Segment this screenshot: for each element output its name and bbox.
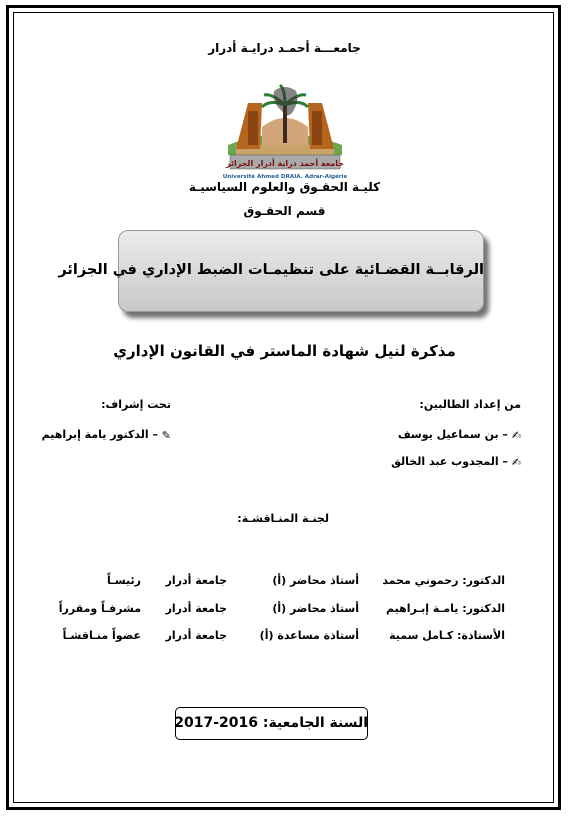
student-1-name: – بن سماعيل يوسف <box>397 428 508 441</box>
student-2-name: – المجدوب عبد الخالق <box>391 455 508 468</box>
student-1 <box>398 428 521 442</box>
supervisor <box>42 428 171 442</box>
university-logo <box>222 83 348 181</box>
department-name: قسم الحقـوق <box>243 204 326 218</box>
logo-latin-text: Université Ahmed DRAIA. Adrar-Algérie <box>222 174 348 180</box>
committee-member-1-name: الدكتور: رحموني محمد <box>382 574 505 587</box>
committee-member-1-rank: أستاذ محاضر (أ) <box>272 574 359 587</box>
committee-member-3-rank: أستاذة مساعدة (أ) <box>259 629 359 642</box>
committee-member-2-rank: أستاذ محاضر (أ) <box>272 602 359 615</box>
student-2 <box>391 455 521 469</box>
writing-hand-icon: ✍ <box>511 455 521 469</box>
committee-member-2-university: جامعة أدرار <box>165 602 227 615</box>
committee-member-3-role: عضواً منـاقشـاً <box>62 629 141 642</box>
supervision-label: تحت إشراف: <box>101 398 171 411</box>
committee-member-1-university: جامعة أدرار <box>165 574 227 587</box>
logo-arabic-text: جامعة أحمد دراية أدرار الجزائر <box>225 159 345 168</box>
committee-member-1-role: رئيسـاً <box>106 574 141 587</box>
committee-label: لجنـة المنـاقشـة: <box>237 512 329 525</box>
committee-member-2-role: مشرفـاً ومقرراً <box>58 602 141 615</box>
pencil-icon: ✎ <box>161 428 171 442</box>
university-logo-icon <box>222 83 348 181</box>
students-label: من إعداد الطالبين: <box>419 398 521 411</box>
faculty-name: كليـة الحقـوق والعلوم السياسيـة <box>188 180 381 194</box>
committee-member-3-name: الأستاذة: كـامل سمية <box>389 629 505 642</box>
academic-year: السنة الجامعية: 2016-2017 <box>174 715 368 731</box>
committee-member-3-university: جامعة أدرار <box>165 629 227 642</box>
committee-member-2-name: الدكتور: يامـة إبـراهيم <box>386 602 505 615</box>
thesis-title: الرقابــة القضـائية على تنظيمـات الضبط الإداري في الجزائر <box>58 262 484 278</box>
writing-hand-icon: ✍ <box>511 428 521 442</box>
supervisor-name: – الدكتور يامة إبراهيم <box>41 428 158 441</box>
degree-line: مذكرة لنيل شهادة الماستر في القانون الإداري <box>113 342 456 360</box>
university-name: جامعـــة أحمـد درايـة أدرار <box>208 41 361 55</box>
